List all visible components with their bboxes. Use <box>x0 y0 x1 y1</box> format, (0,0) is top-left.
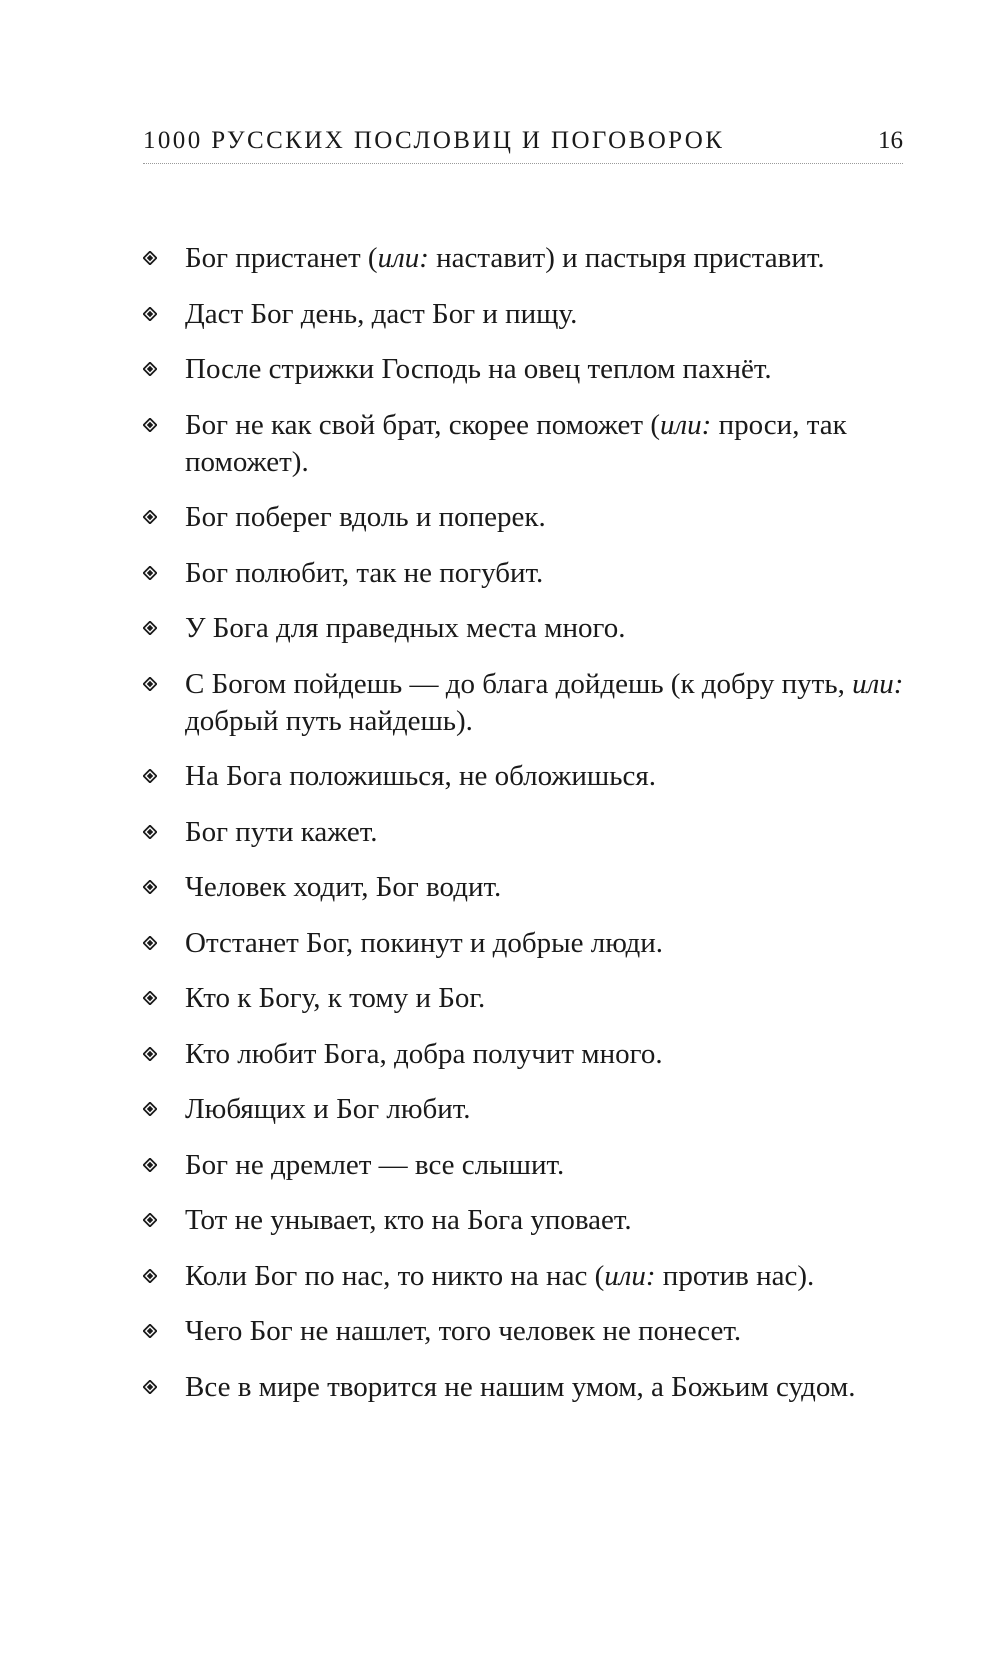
proverb-item <box>143 610 923 647</box>
proverb-text: После стрижки Господь на овец теплом пахнёт. <box>185 353 772 385</box>
diamond-bullet-icon <box>143 1158 157 1172</box>
proverb-item <box>143 555 923 592</box>
running-header <box>143 127 903 167</box>
proverb-text: Коли Бог по нас, то никто на нас (или: против нас). <box>185 1259 815 1292</box>
proverb-text: Бог поберег вдоль и поперек. <box>185 501 546 533</box>
proverb-text: Человек ходит, Бог водит. <box>185 871 502 903</box>
proverb-item <box>143 351 923 388</box>
proverb-text: На Бога положишься, не обложишься. <box>185 760 656 792</box>
diamond-bullet-icon <box>143 769 157 783</box>
proverb-item <box>143 758 923 795</box>
diamond-bullet-icon <box>143 1047 157 1061</box>
diamond-bullet-icon <box>143 418 157 432</box>
proverb-text: Любящих и Бог любит. <box>185 1093 471 1125</box>
diamond-bullet-icon <box>143 825 157 839</box>
proverb-item <box>143 1091 923 1128</box>
diamond-bullet-icon <box>143 566 157 580</box>
proverb-item <box>143 1036 923 1073</box>
diamond-bullet-icon <box>143 1324 157 1338</box>
proverb-text: У Бога для праведных места много. <box>185 612 626 644</box>
proverb-list <box>143 240 923 1424</box>
proverb-item <box>143 499 923 536</box>
diamond-bullet-icon <box>143 621 157 635</box>
proverb-item <box>143 925 923 962</box>
proverb-item <box>143 1202 923 1239</box>
proverb-item <box>143 1313 923 1350</box>
proverb-text: Бог полюбит, так не погубит. <box>185 556 544 589</box>
proverb-item <box>143 814 923 851</box>
diamond-bullet-icon <box>143 1102 157 1116</box>
diamond-bullet-icon <box>143 251 157 265</box>
proverb-item <box>143 407 923 481</box>
header-divider <box>143 163 903 164</box>
diamond-bullet-icon <box>143 307 157 321</box>
proverb-text: Все в мире творится не нашим умом, а Божьим судом. <box>185 1370 856 1403</box>
proverb-item <box>143 869 923 906</box>
page-number: 16 <box>878 127 903 154</box>
diamond-bullet-icon <box>143 1213 157 1227</box>
diamond-bullet-icon <box>143 362 157 376</box>
book-title: 1000 РУССКИХ ПОСЛОВИЦ И ПОГОВОРОК <box>143 127 725 154</box>
proverb-text: Кто любит Бога, добра получит много. <box>185 1037 663 1070</box>
proverb-text: Чего Бог не нашлет, того человек не понесет. <box>185 1315 742 1347</box>
diamond-bullet-icon <box>143 936 157 950</box>
diamond-bullet-icon <box>143 677 157 691</box>
diamond-bullet-icon <box>143 1269 157 1283</box>
diamond-bullet-icon <box>143 880 157 894</box>
proverb-text: Бог не как свой брат, скорее поможет (или: проси, так поможет). <box>185 408 847 478</box>
proverb-item <box>143 240 923 277</box>
proverb-text: Бог пути кажет. <box>185 815 378 848</box>
proverb-item <box>143 1369 923 1406</box>
proverb-item <box>143 666 923 740</box>
proverb-item <box>143 980 923 1017</box>
proverb-text: Даст Бог день, даст Бог и пищу. <box>185 297 578 330</box>
proverb-item <box>143 1147 923 1184</box>
proverb-text: Отстанет Бог, покинут и добрые люди. <box>185 926 663 959</box>
proverb-text: Тот не унывает, кто на Бога уповает. <box>185 1204 632 1236</box>
diamond-bullet-icon <box>143 991 157 1005</box>
diamond-bullet-icon <box>143 510 157 524</box>
proverb-text: С Богом пойдешь — до блага дойдешь (к добру путь, или: добрый путь найдешь). <box>185 667 904 737</box>
proverb-item <box>143 1258 923 1295</box>
proverb-text: Кто к Богу, к тому и Бог. <box>185 982 486 1014</box>
proverb-text: Бог пристанет (или: наставит) и пастыря приставит. <box>185 242 825 274</box>
diamond-bullet-icon <box>143 1380 157 1394</box>
proverb-text: Бог не дремлет — все слышит. <box>185 1148 565 1181</box>
proverb-item <box>143 296 923 333</box>
